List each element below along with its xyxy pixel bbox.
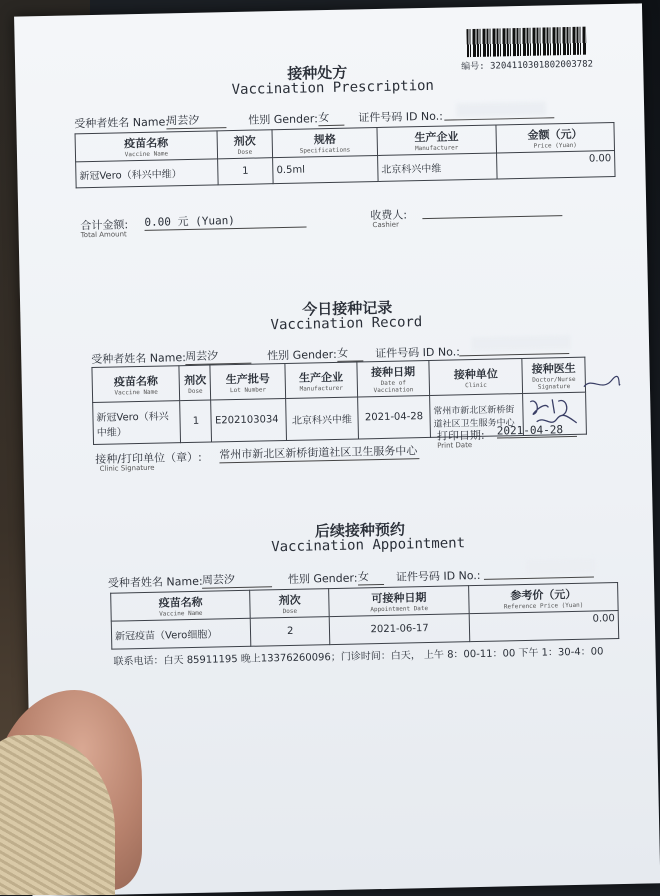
cell-dose: 1	[217, 158, 273, 185]
cashier-label-en: Cashier	[372, 220, 399, 230]
header-date: 接种日期 Date of Vaccination	[357, 360, 429, 396]
prescription-id-line	[444, 117, 554, 120]
cashier-line	[422, 215, 562, 219]
header-vaccine: 疫苗名称 Vaccine Name	[111, 590, 251, 621]
print-date-label-en: Print Date	[437, 441, 473, 450]
cell-price: 0.00	[496, 151, 615, 179]
prescription-table	[75, 122, 616, 188]
header-price: 金额（元） Price (Yuan)	[496, 123, 615, 153]
total-label-en: Total Amount	[80, 230, 127, 240]
redaction	[526, 559, 596, 574]
header-lot: 生产批号 Lot Number	[210, 363, 285, 400]
appointment-table	[110, 582, 619, 650]
header-manufacturer: 生产企业 Manufacturer	[377, 125, 496, 155]
header-dose: 剂次 Dose	[250, 589, 329, 619]
print-date-label: 打印日期:	[436, 428, 485, 443]
record-title-en: Vaccination Record	[270, 314, 423, 334]
header-appointment-date: 可接种日期 Appointment Date	[329, 586, 470, 617]
prescription-name-label: 受种者姓名 Name:	[74, 115, 170, 131]
redaction	[471, 335, 571, 351]
header-reference-price: 参考价（元） Reference Price (Yuan)	[469, 583, 618, 614]
header-vaccine: 疫苗名称 Vaccine Name	[75, 131, 217, 162]
prescription-title-cn: 接种处方	[287, 63, 348, 83]
record-name-label: 受种者姓名 Name:	[91, 351, 187, 367]
cell-vaccine: 新冠Vero（科兴中维）	[76, 159, 218, 188]
cell-manufacturer: 北京科兴中维	[377, 153, 496, 181]
appointment-id-line	[484, 577, 594, 580]
barcode-no-value: 3204110301802003782	[489, 59, 594, 72]
prescription-name-value: 周芸汐	[166, 111, 226, 129]
header-dose: 剂次 Dose	[217, 130, 273, 159]
cell-spec: 0.5ml	[273, 155, 378, 183]
prescription-id-label: 证件号码 ID No.:	[358, 109, 444, 125]
cell-date: 2021-06-17	[329, 614, 470, 645]
record-id-label: 证件号码 ID No.:	[375, 345, 461, 361]
appointment-name-label: 受种者姓名 Name:	[107, 574, 203, 590]
total-value: 0.00 元 (Yuan)	[144, 211, 306, 231]
record-gender-label: 性别 Gender:	[267, 347, 337, 363]
signature-tail	[582, 372, 623, 403]
header-clinic: 接种单位 Clinic	[429, 359, 523, 396]
prescription-title-en: Vaccination Prescription	[231, 77, 435, 99]
record-id-line	[459, 353, 569, 356]
header-vaccine: 疫苗名称 Vaccine Name	[92, 366, 180, 403]
cell-price: 0.00	[469, 611, 618, 642]
contact-info: 联系电话：白天 85911195 晚上13376260096；门诊时间：白天， 上午 8：00-11：00 下午 1：30-4：00	[113, 646, 604, 668]
record-gender-value: 女	[337, 344, 363, 362]
clinic-signature-value: 常州市新北区新桥街道社区卫生服务中心	[219, 442, 419, 463]
cell-date: 2021-04-28	[358, 395, 431, 438]
prescription-gender-label: 性别 Gender:	[248, 112, 318, 127]
cell-vaccine: 新冠Vero（科兴中维）	[93, 401, 181, 445]
appointment-id-label: 证件号码 ID No.:	[395, 568, 481, 584]
redaction	[456, 101, 546, 117]
appointment-title-en: Vaccination Appointment	[271, 535, 466, 556]
barcode-no-label: 编号:	[461, 61, 485, 73]
clinic-signature-label: 接种/打印单位（章）:	[95, 450, 202, 466]
header-manufacturer: 生产企业 Manufacturer	[285, 362, 358, 399]
cashier-label: 收费人:	[370, 208, 408, 223]
cell-manufacturer: 北京科兴中维	[285, 397, 358, 441]
appointment-name-value: 周芸汐	[202, 570, 272, 588]
header-doctor: 接种医生 Doctor/Nurse Signature	[522, 357, 585, 393]
cell-lot: E202103034	[211, 398, 286, 442]
prescription-gender-value: 女	[318, 109, 344, 127]
appointment-gender-label: 性别 Gender:	[287, 571, 358, 586]
appointment-title-cn: 后续接种预约	[314, 520, 406, 541]
record-title-cn: 今日接种记录	[302, 298, 393, 319]
record-name-value: 周芸汐	[185, 347, 251, 365]
print-date-value: 2021-04-28	[497, 423, 577, 439]
cell-vaccine: 新冠疫苗（Vero细胞）	[111, 618, 251, 649]
total-label: 合计金额:	[80, 218, 129, 233]
barcode-number	[461, 56, 593, 72]
barcode	[466, 27, 587, 58]
header-spec: 规格 Specifications	[272, 128, 377, 158]
cell-dose: 1	[180, 400, 212, 443]
appointment-gender-value: 女	[358, 568, 384, 586]
cell-clinic: 常州市新北区新桥街道社区卫生服务中心	[429, 394, 523, 438]
cell-dose: 2	[251, 617, 330, 647]
header-dose: 剂次 Dose	[179, 365, 211, 401]
clinic-signature-label-en: Clinic Signature	[99, 463, 155, 473]
